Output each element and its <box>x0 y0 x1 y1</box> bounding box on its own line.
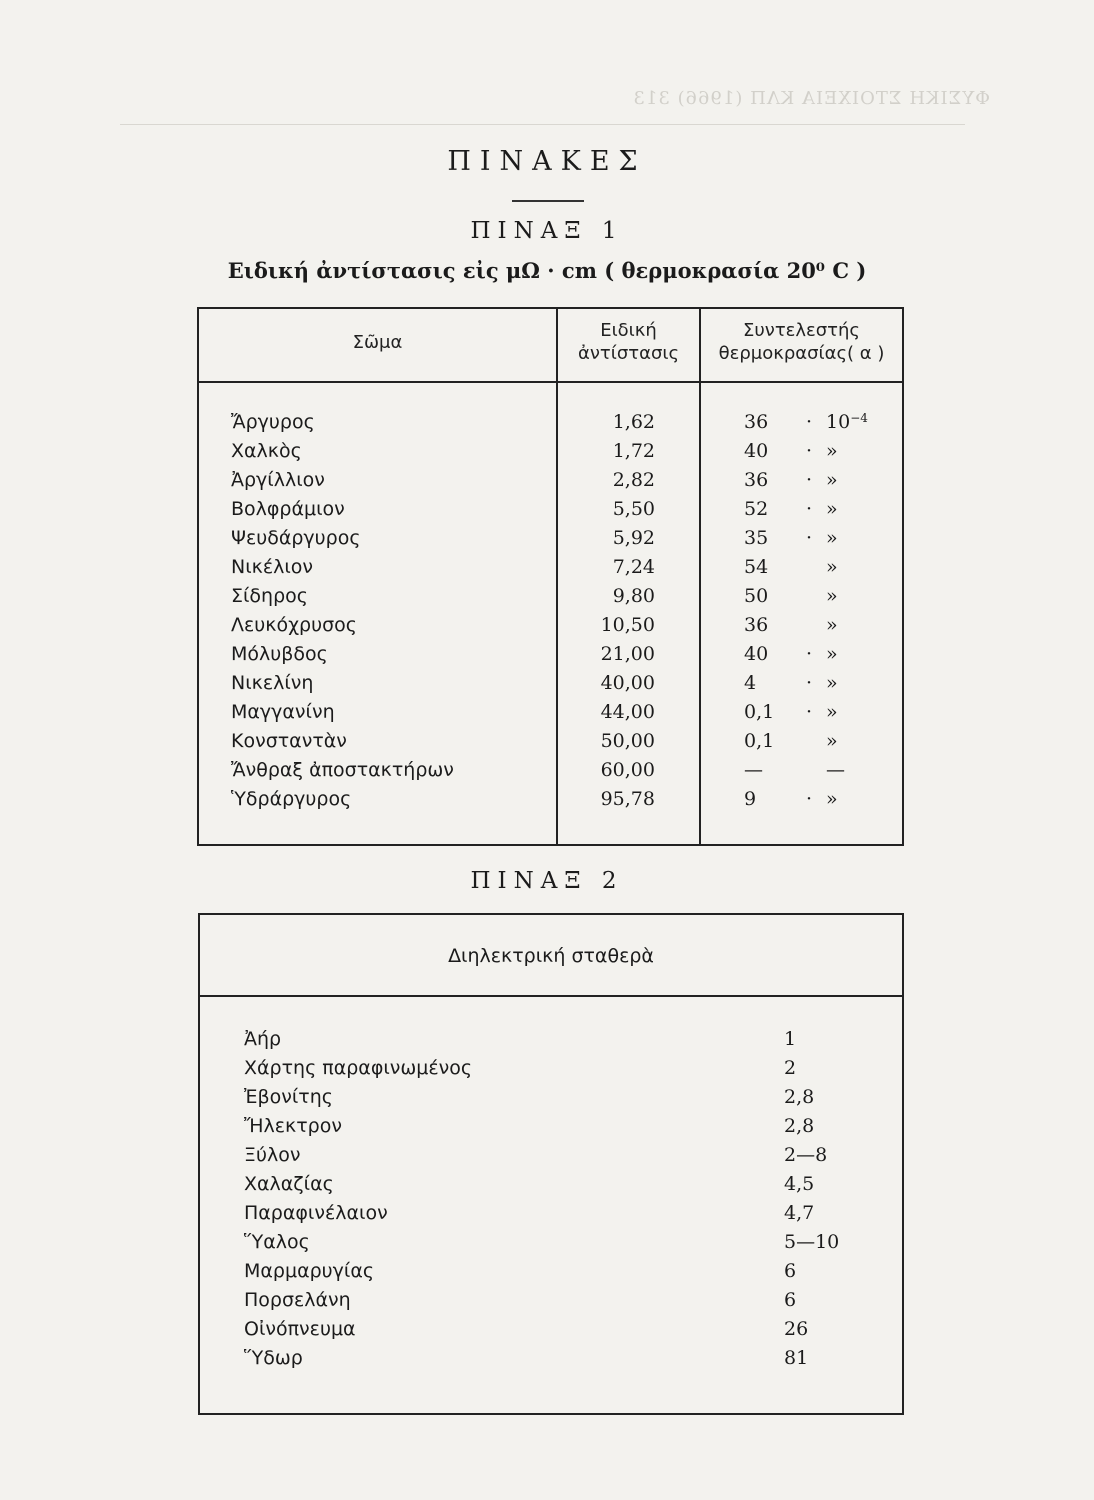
multiply-dot: · <box>806 527 813 549</box>
table1-header-divider <box>199 381 902 383</box>
resistivity-value: 1,72 <box>612 440 655 462</box>
material-name: Χάρτης παραφινωμένος <box>244 1057 473 1079</box>
coefficient-unit: » <box>826 672 838 694</box>
table-row <box>200 1347 902 1376</box>
table-row <box>199 556 902 585</box>
coefficient-value: 35 <box>744 527 769 549</box>
material-name: Βολφράμιον <box>231 498 345 520</box>
coefficient-unit <box>826 411 868 433</box>
table-row <box>199 527 902 556</box>
dielectric-value: 4,7 <box>784 1202 815 1224</box>
header-material: Σῶμα <box>352 332 403 353</box>
multiply-dot: · <box>806 440 813 462</box>
material-name: Μόλυβδος <box>231 643 328 665</box>
multiply-dot: · <box>806 701 813 723</box>
resistivity-value: 7,24 <box>612 556 655 578</box>
coefficient-unit: » <box>826 440 838 462</box>
material-name: Μαρμαρυγίας <box>244 1260 374 1282</box>
material-name: Λευκόχρυσος <box>231 614 357 636</box>
table-row <box>200 1057 902 1086</box>
table-row <box>199 614 902 643</box>
table2-title: ΠΙΝΑΞ 2 <box>470 868 624 894</box>
dielectric-value: 4,5 <box>784 1173 815 1195</box>
table-row <box>199 759 902 788</box>
dielectric-value: 6 <box>784 1260 797 1282</box>
coefficient-unit: » <box>826 556 838 578</box>
material-name: Ἀήρ <box>244 1028 282 1050</box>
material-name: Νικελίνη <box>231 672 314 694</box>
coefficient-unit: » <box>826 701 838 723</box>
table-row <box>199 788 902 817</box>
coefficient-unit: » <box>826 498 838 520</box>
material-name: Ἐβονίτης <box>244 1086 333 1108</box>
multiply-dot: · <box>806 498 813 520</box>
table1 <box>197 307 904 846</box>
coefficient-unit: » <box>826 527 838 549</box>
header-resistivity <box>558 319 699 365</box>
resistivity-value: 95,78 <box>600 788 655 810</box>
coefficient-value: 52 <box>744 498 769 520</box>
bleed-through-rule <box>120 124 965 125</box>
table2-header-divider <box>200 995 902 997</box>
header-resistivity-line1: Ειδική <box>600 320 657 341</box>
material-name: Σίδηρος <box>231 585 308 607</box>
resistivity-value: 44,00 <box>600 701 655 723</box>
dielectric-value: 5—10 <box>784 1231 840 1253</box>
dielectric-value: 2,8 <box>784 1115 815 1137</box>
coefficient-value: 36 <box>744 411 769 433</box>
material-name: Οἰνόπνευμα <box>244 1318 356 1340</box>
resistivity-value: 5,92 <box>612 527 655 549</box>
resistivity-value: 50,00 <box>600 730 655 752</box>
multiply-dot: · <box>806 788 813 810</box>
dielectric-value: 6 <box>784 1289 797 1311</box>
coefficient-unit: » <box>826 469 838 491</box>
material-name: Ξύλον <box>244 1144 301 1166</box>
table-row <box>200 1028 902 1057</box>
coefficient-unit: — <box>826 759 845 781</box>
material-name: Χαλαζίας <box>244 1173 334 1195</box>
material-name: Ἀργίλλιον <box>231 469 325 491</box>
table-row <box>200 1202 902 1231</box>
resistivity-value: 5,50 <box>612 498 655 520</box>
material-name: Ὕαλος <box>244 1231 310 1253</box>
dielectric-value: 1 <box>784 1028 797 1050</box>
table2 <box>198 913 904 1415</box>
resistivity-value: 9,80 <box>612 585 655 607</box>
page-title: ΠΙΝΑΚΕΣ <box>447 146 647 177</box>
multiply-dot: · <box>806 411 813 433</box>
resistivity-value: 10,50 <box>600 614 655 636</box>
table-row <box>199 643 902 672</box>
unit-base: 10 <box>826 411 851 433</box>
table2-header: Διηλεκτρική σταθερὰ <box>448 945 654 967</box>
resistivity-value: 1,62 <box>612 411 655 433</box>
coefficient-unit: » <box>826 788 838 810</box>
table-row <box>200 1231 902 1260</box>
coefficient-unit: » <box>826 585 838 607</box>
table-row <box>199 585 902 614</box>
material-name: Νικέλιον <box>231 556 314 578</box>
resistivity-value: 60,00 <box>600 759 655 781</box>
bleed-through-header: ΦΥΣΙΚΗ ΣΤΟΙΧΕΙΑ ΚΛΠ (1966) 313 <box>632 88 990 109</box>
material-name: Πορσελάνη <box>244 1289 351 1311</box>
multiply-dot: · <box>806 672 813 694</box>
header-resistivity-line2: ἀντίστασις <box>577 343 680 364</box>
coefficient-unit: » <box>826 643 838 665</box>
coefficient-value: 0,1 <box>744 730 775 752</box>
material-name: Ἄργυρος <box>231 411 315 433</box>
resistivity-value: 21,00 <box>600 643 655 665</box>
coefficient-value: — <box>744 759 763 781</box>
table-row <box>199 469 902 498</box>
resistivity-value: 2,82 <box>612 469 655 491</box>
coefficient-value: 9 <box>744 788 757 810</box>
header-coefficient <box>701 319 902 365</box>
title-divider <box>512 200 584 202</box>
table1-title: ΠΙΝΑΞ 1 <box>470 218 624 244</box>
material-name: Χαλκὸς <box>231 440 302 462</box>
coefficient-value: 50 <box>744 585 769 607</box>
coefficient-unit: » <box>826 614 838 636</box>
material-name: Παραφινέλαιον <box>244 1202 388 1224</box>
material-name: Ἄνθραξ ἀποστακτήρων <box>231 759 454 781</box>
material-name: Κονσταντὰν <box>231 730 347 752</box>
material-name: Μαγγανίνη <box>231 701 335 723</box>
table-row <box>200 1144 902 1173</box>
header-coefficient-line2: θερμοκρασίας( α ) <box>718 343 885 364</box>
multiply-dot: · <box>806 469 813 491</box>
table-row <box>200 1318 902 1347</box>
table-row <box>200 1289 902 1318</box>
unit-exponent: −4 <box>850 411 868 425</box>
coefficient-value: 36 <box>744 614 769 636</box>
dielectric-value: 2—8 <box>784 1144 828 1166</box>
table-row <box>199 440 902 469</box>
coefficient-value: 40 <box>744 440 769 462</box>
header-coefficient-line1: Συντελεστής <box>742 320 860 341</box>
table-row <box>199 730 902 759</box>
material-name: Ψευδάργυρος <box>231 527 361 549</box>
coefficient-unit: » <box>826 730 838 752</box>
dielectric-value: 81 <box>784 1347 809 1369</box>
dielectric-value: 26 <box>784 1318 809 1340</box>
material-name: Ὑδράργυρος <box>231 788 352 810</box>
material-name: Ὕδωρ <box>244 1347 303 1369</box>
resistivity-value: 40,00 <box>600 672 655 694</box>
table-row <box>200 1173 902 1202</box>
table-row <box>199 672 902 701</box>
table-row <box>200 1086 902 1115</box>
coefficient-value: 40 <box>744 643 769 665</box>
table1-caption: Ειδική ἀντίστασις εἰς μΩ · cm ( θερμοκρασία 20⁰ C ) <box>227 258 867 283</box>
multiply-dot: · <box>806 643 813 665</box>
table-row <box>200 1115 902 1144</box>
coefficient-value: 4 <box>744 672 757 694</box>
table-row <box>199 411 902 440</box>
coefficient-value: 0,1 <box>744 701 775 723</box>
table-row <box>199 701 902 730</box>
table-row <box>199 498 902 527</box>
dielectric-value: 2,8 <box>784 1086 815 1108</box>
table-row <box>200 1260 902 1289</box>
dielectric-value: 2 <box>784 1057 797 1079</box>
material-name: Ἤλεκτρον <box>244 1115 342 1137</box>
coefficient-value: 36 <box>744 469 769 491</box>
coefficient-value: 54 <box>744 556 769 578</box>
